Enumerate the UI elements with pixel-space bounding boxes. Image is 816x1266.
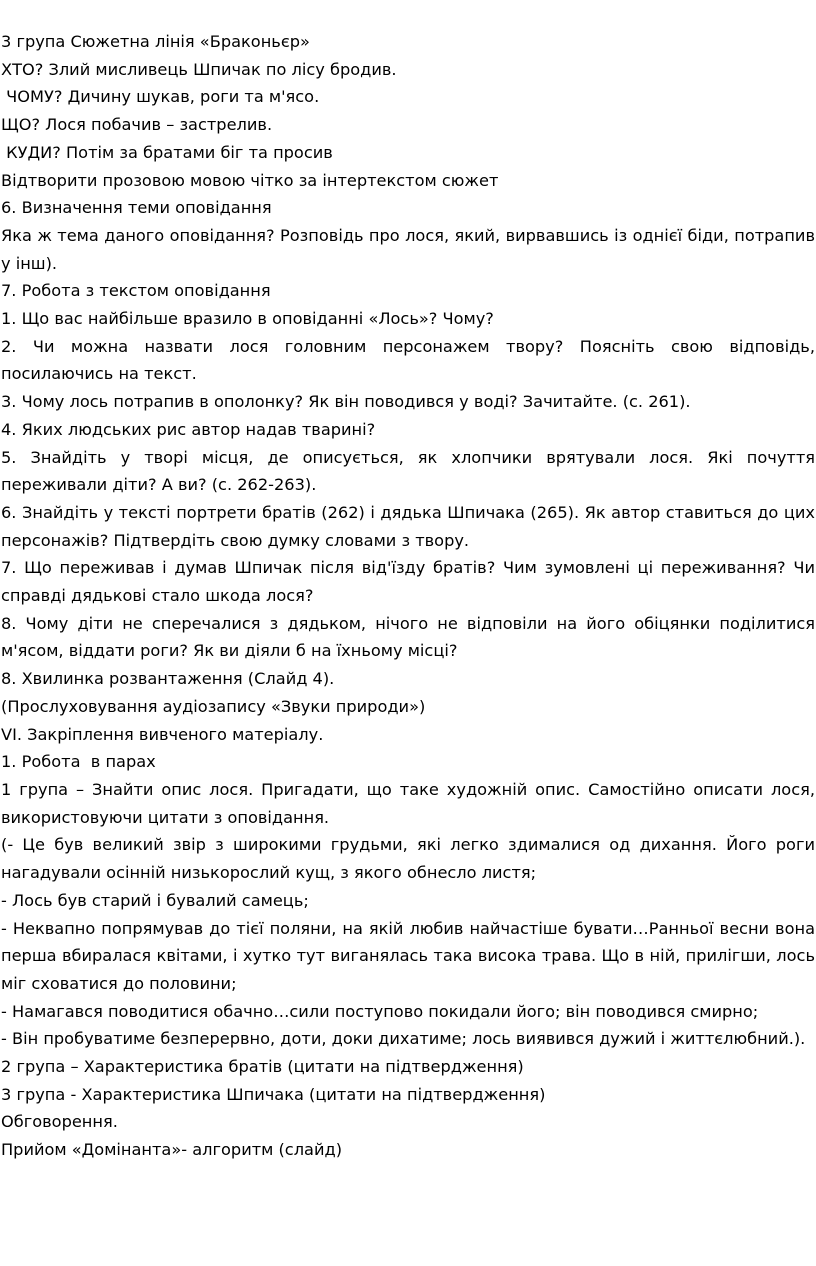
paragraph-group3-title: 3 група Сюжетна лінія «Браконьєр» <box>1 32 310 51</box>
section-heading-consolidation: VI. Закріплення вивченого матеріалу. <box>1 724 324 744</box>
quote-4: - Намагався поводитися обачно…сили поступово покидали його; він поводився смирно; <box>1 1001 759 1021</box>
quote-5: - Він пробуватиме безперервно, доти, доки дихатиме; лось виявився дужий і життєлюбний.). <box>1 1029 806 1049</box>
section-heading-theme: 6. Визначення теми оповідання <box>1 198 272 218</box>
question-8: 8. Чому діти не сперечалися з дядьком, нічого не відповіли на його обіцянки поділитися м'ясом, віддати роги? Як ви діяли б на їхньому місці? <box>1 613 815 661</box>
question-5: 5. Знайдіть у творі місця, де описується, як хлопчики врятували лося. Які почуття переживали діти? А ви? (с. 262-263). <box>1 447 815 495</box>
question-7: 7. Що переживав і думав Шпичак після від'їзду братів? Чим зумовлені ці переживання? Чи справді дядькові стало шкода лося? <box>1 558 815 606</box>
paragraph-group2-task: 2 група – Характеристика братів (цитати на підтвердження) <box>1 1057 524 1077</box>
section-heading-text-work: 7. Робота з текстом оповідання <box>1 281 271 301</box>
question-3: 3. Чому лось потрапив в ополонку? Як він поводився у воді? Зачитайте. (с. 261). <box>1 392 691 412</box>
section-heading-pair-work: 1. Робота в парах <box>1 752 156 772</box>
paragraph-group1-task: 1 група – Знайти опис лося. Пригадати, що таке художній опис. Самостійно описати лося, використовуючи цитати з оповідання. <box>1 779 815 827</box>
quote-2: - Лось був старий і бувалий самець; <box>1 890 309 910</box>
quote-1: (- Це був великий звір з широкими грудьми, які легко здималися од дихання. Його роги нагадували осінній низькорослий кущ, з якого обнесло листя; <box>1 835 815 883</box>
question-2: 2. Чи можна назвати лося головним персонажем твору? Поясніть свою відповідь, посилаючись на текст. <box>1 336 815 384</box>
paragraph-who: ХТО? Злий мисливець Шпичак по лісу бродив. <box>1 59 397 79</box>
paragraph-retell-task: Відтворити прозовою мовою чітко за інтертекстом сюжет <box>1 170 499 190</box>
paragraph-group3-task: 3 група - Характеристика Шпичака (цитати на підтвердження) <box>1 1084 546 1104</box>
question-1: 1. Що вас найбільше вразило в оповіданні «Лось»? Чому? <box>1 309 494 329</box>
paragraph-where: КУДИ? Потім за братами біг та просив <box>1 142 333 162</box>
paragraph-what: ЩО? Лося побачив – застрелив. <box>1 115 273 135</box>
quote-3: - Неквапно попрямував до тієї поляни, на якій любив найчастіше бувати…Ранньої весни вона перша вбиралася квітами, і хутко тут виганялась така висока трава. Що в ній, прилігши, лось міг сховатися до половини; <box>1 918 815 993</box>
paragraph-discussion: Обговорення. <box>1 1112 118 1132</box>
question-6: 6. Знайдіть у тексті портрети братів (262) і дядька Шпичака (265). Як автор ставиться до цих персонажів? Підтвердіть свою думку словами з твору. <box>1 502 815 550</box>
paragraph-dominant: Прийом «Домінанта»- алгоритм (слайд) <box>1 1140 343 1160</box>
paragraph-why: ЧОМУ? Дичину шукав, роги та м'ясо. <box>1 87 320 107</box>
section-heading-break: 8. Хвилинка розвантаження (Слайд 4). <box>1 669 335 689</box>
paragraph-audio: (Прослуховування аудіозапису «Звуки природи») <box>1 696 426 716</box>
paragraph-theme-question: Яка ж тема даного оповідання? Розповідь про лося, який, вирвавшись із однієї біди, потрапив у інш). <box>1 225 815 273</box>
question-4: 4. Яких людських рис автор надав тварині? <box>1 419 376 439</box>
